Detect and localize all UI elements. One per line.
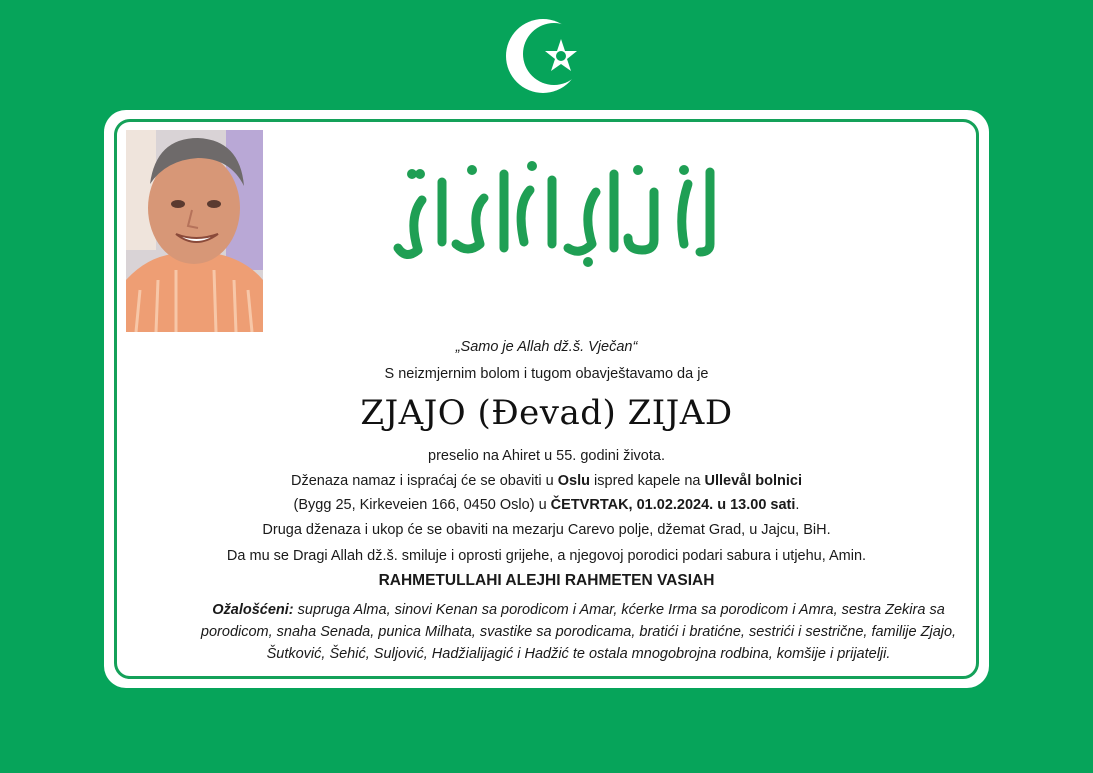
passing-info: preselio na Ahiret u 55. godini života. [428, 448, 665, 464]
mourners-label: Ožalošćeni: [212, 602, 294, 618]
rahmet-text: RAHMETULLAHI ALEJHI RAHMETEN VASIAH [378, 572, 715, 589]
funeral-address-info [104, 497, 989, 513]
funeral-prayer-text-2: ispred kapele na [590, 473, 705, 489]
funeral-datetime: ČETVRTAK, 01.02.2024. u 13.00 sati [550, 497, 796, 513]
mourners-list [186, 599, 971, 665]
prayer-text: Da mu se Dragi Allah dž.š. smiluje i oprosti grijehe, a njegovoj porodici podari sabura i utjehu, Amin. [226, 548, 867, 564]
deceased-name: ZJAJO (Đevad) ZIJAD [360, 393, 733, 433]
obituary-card [104, 110, 989, 688]
crescent-star-icon [505, 14, 591, 98]
mourners-text: supruga Alma, sinovi Kenan sa porodicom i Amar, kćerke Irma sa porodicom i Amra, sestra Zekira sa porodicom, snaha Senada, punica Milhata, svastike sa porodicama, bratići i bratićne, sestrići i sestrične, familije Zjajo, Šutković, Šehić, Suljović, Hadžialijagić i Hadžić te ostala mnogobrojna rodbina, komšije i prijatelji. [200, 602, 957, 662]
burial-info: Druga dženaza i ukop će se obaviti na mezarju Carevo polje, džemat Grad, u Jajcu, BiH. [262, 522, 831, 538]
funeral-prayer-info [104, 473, 989, 489]
funeral-address-end: . [795, 497, 800, 513]
funeral-hospital: Ullevål bolnici [704, 473, 802, 489]
portrait-photo [126, 130, 263, 332]
quote-text: „Samo je Allah dž.š. Vječan“ [455, 339, 638, 355]
funeral-city: Oslu [557, 473, 591, 489]
intro-text: S neizmjernim bolom i tugom obavještavamo da je [384, 366, 709, 382]
funeral-prayer-text: Dženaza namaz i ispraćaj će se obaviti u [291, 473, 558, 489]
arabic-calligraphy-image [392, 152, 727, 270]
funeral-address: (Bygg 25, Kirkeveien 166, 0450 Oslo) u [293, 497, 551, 513]
